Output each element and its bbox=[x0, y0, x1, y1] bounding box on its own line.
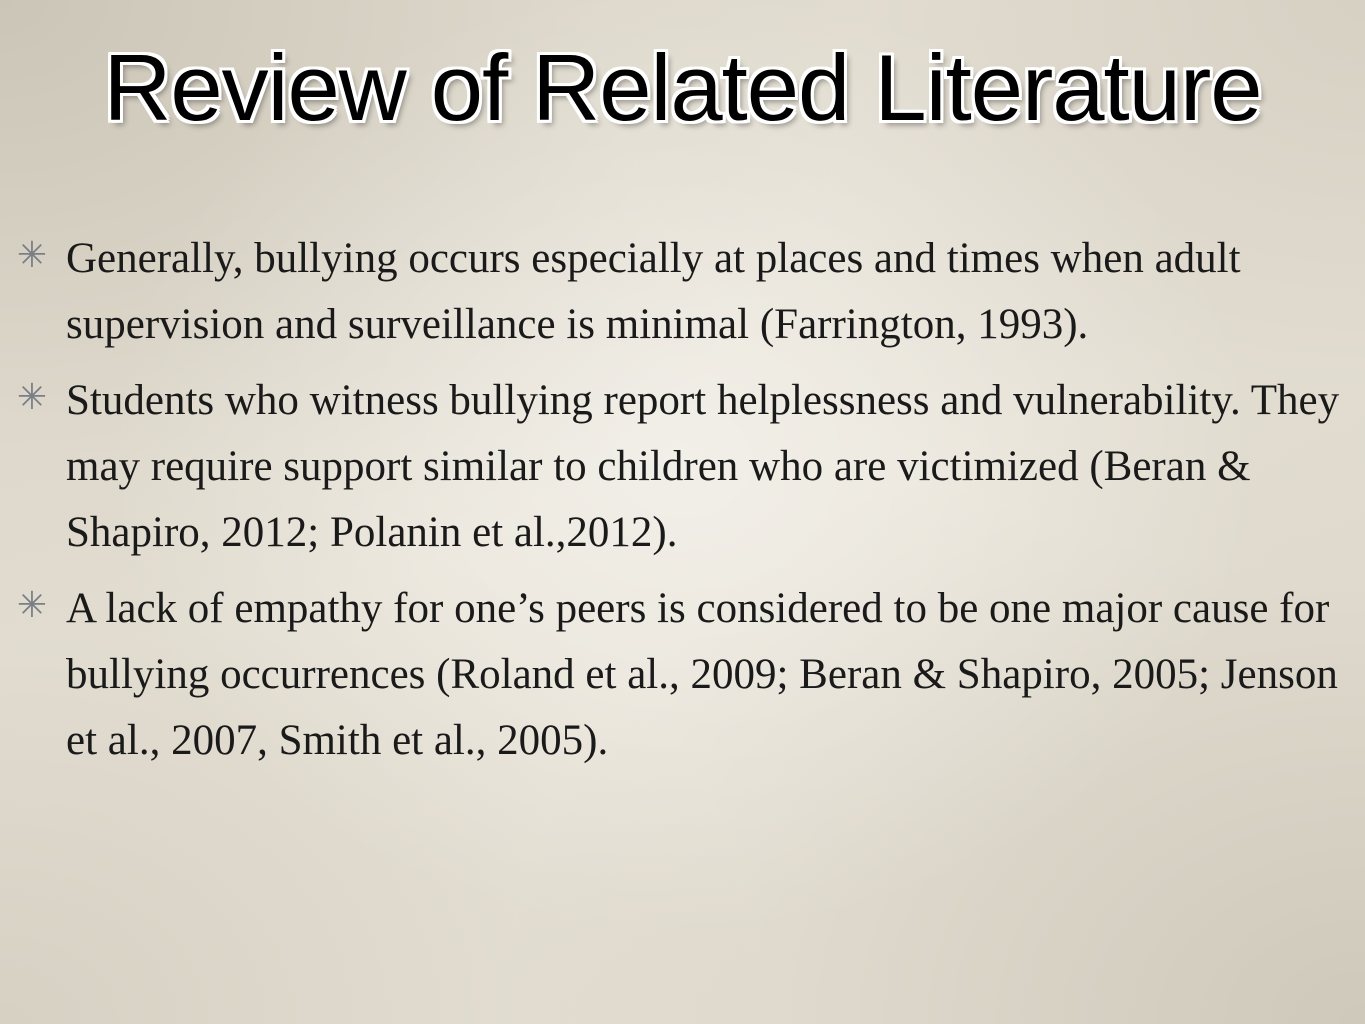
bullet-list bbox=[0, 226, 1365, 784]
asterisk-bullet-icon: ✳ bbox=[16, 585, 48, 626]
slide-title: Review of Related Literature bbox=[103, 35, 1262, 140]
bullet-item bbox=[0, 368, 1365, 566]
bullet-text: A lack of empathy for one’s peers is considered to be one major cause for bullying occurrences (Roland et al., 2009; Beran & Shapiro, 2005; Jenson et al., 2007, Smith et al., 2005). bbox=[66, 585, 1338, 764]
bullet-item bbox=[0, 576, 1365, 774]
asterisk-bullet-icon: ✳ bbox=[16, 377, 48, 418]
asterisk-bullet-icon: ✳ bbox=[16, 235, 48, 276]
bullet-text: Generally, bullying occurs especially at places and times when adult supervision and surveillance is minimal (Farrington, 1993). bbox=[66, 235, 1241, 348]
bullet-text: Students who witness bullying report helplessness and vulnerability. They may require support similar to children who are victimized (Beran & Shapiro, 2012; Polanin et al.,2012). bbox=[66, 377, 1340, 556]
bullet-item bbox=[0, 226, 1365, 358]
